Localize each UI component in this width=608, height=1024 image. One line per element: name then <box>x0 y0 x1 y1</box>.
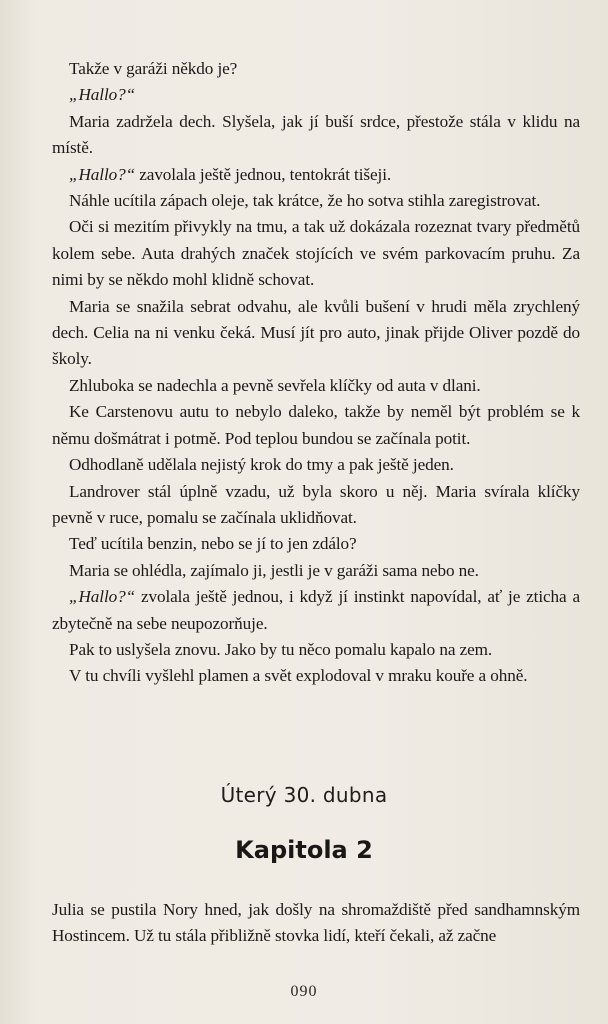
paragraph: Maria zadržela dech. Slyšela, jak jí buší srdce, přestože stála v klidu na místě. <box>52 111 580 158</box>
date-heading: Úterý 30. dubna <box>220 783 388 807</box>
paragraph: Takže v garáži někdo je? <box>69 59 238 78</box>
paragraph: Maria se snažila sebrat odvahu, ale kvůli bušení v hrudi měla zrychlený dech. Celia na ni venku čeká. Musí jít pro auto, jinak přijde Oliver pozdě do školy. <box>52 296 580 369</box>
paragraph: Julia se pustila Nory hned, jak došly na shromaždiště před sandhamnským Hostincem. Už tu stála přibližně stovka lidí, kteří čekali, až začne <box>52 900 580 946</box>
paragraph: Zhluboka se nadechla a pevně sevřela klíčky od auta v dlani. <box>69 375 481 395</box>
chapter-opening-text <box>52 897 580 950</box>
paragraph: Ke Carstenovu autu to nebylo daleko, takže by neměl být problém se k němu došmátrat i potmě. Pod teplou bundou se začínala potit. <box>52 402 580 448</box>
paragraph: Pak to uslyšela znovu. Jako by tu něco pomalu kapalo na zem. <box>69 639 493 659</box>
paragraph: Landrover stál úplně vzadu, už byla skoro u něj. Maria svírala klíčky pevně v ruce, pomalu se začínala uklidňovat. <box>52 481 580 527</box>
paragraph: Odhodlaně udělala nejistý krok do tmy a pak ještě jeden. <box>69 455 454 475</box>
body-text <box>52 56 580 690</box>
paragraph: Oči si mezitím přivykly na tmu, a tak už dokázala rozeznat tvary předmětů kolem sebe. Auta drahých značek stojících ve svém parkovacím pruhu. Za nimi by se někdo mohl klidně schovat. <box>52 217 580 290</box>
paragraph: „Hallo?“ <box>69 85 136 105</box>
page-number: 090 <box>290 983 318 1000</box>
paragraph: Maria se ohlédla, zajímalo ji, jestli je v garáži sama nebo ne. <box>69 560 479 580</box>
paragraph: Teď ucítila benzin, nebo se jí to jen zdálo? <box>69 534 357 554</box>
chapter-heading: Kapitola 2 <box>235 836 373 864</box>
paragraph: Náhle ucítila zápach oleje, tak krátce, že ho sotva stihla zaregistrovat. <box>69 191 541 211</box>
paragraph: „Hallo?“ zvolala ještě jednou, i když jí instinkt napovídal, ať je zticha a zbytečně na sebe neupozorňuje. <box>52 587 580 633</box>
paragraph: „Hallo?“ zavolala ještě jednou, tentokrát tišeji. <box>69 164 392 184</box>
paragraph: V tu chvíli vyšlehl plamen a svět explodoval v mraku kouře a ohně. <box>69 666 528 686</box>
